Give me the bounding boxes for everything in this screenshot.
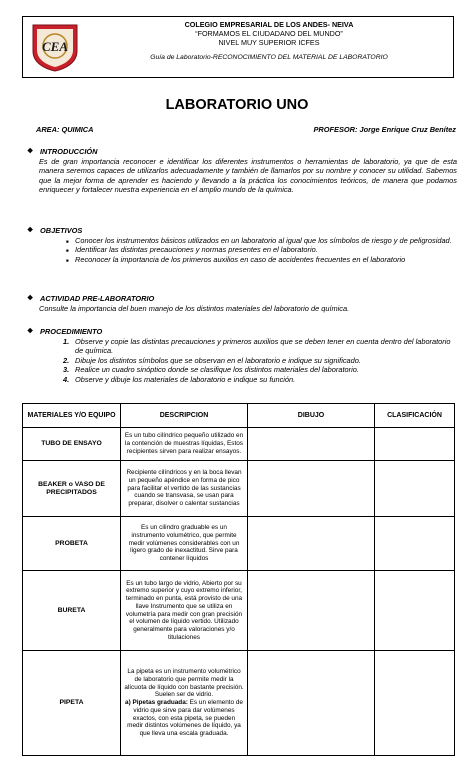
section-heading: ACTIVIDAD PRE-LABORATORIO [40,294,155,303]
material-description: La pipeta es un instrumento volumétrico de laboratorio que permite medir la alícuota de líquido con bastante precisión. Suelen ser de vidrio. a) Pipetas graduada: Es un elemento de vidrio que sirve para dar volúmenes exactos, con esta pipeta, se pueden medir distintos volúmenes de líquido, ya que lleva una escala graduada. [121,651,248,756]
classification-cell[interactable] [375,571,455,651]
material-description: Es un cilindro graduable es un instrumento volumétrico, que permite medir volúmenes considerables con un ligero grado de inexactitud. Sirve para contener líquidos [121,517,248,571]
material-name: PIPETA [23,651,121,756]
column-header: DESCRIPCION [121,404,248,428]
guide-subtitle: Guía de Laboratorio-RECONOCIMIENTO DEL MATERIAL DE LABORATORIO [150,54,388,61]
section-objetivos [27,226,457,264]
section-heading: PROCEDIMIENTO [40,327,103,336]
diamond-bullet-icon: ❖ [27,295,34,302]
materials-table [22,403,455,756]
table-header-row [23,404,455,428]
school-motto: “FORMAMOS EL CIUDADANO DEL MUNDO” [195,29,343,38]
diamond-bullet-icon: ❖ [27,227,34,234]
table-row [23,517,455,571]
table-row [23,651,455,756]
table-row [23,571,455,651]
diamond-bullet-icon: ❖ [27,328,34,335]
drawing-cell[interactable] [248,517,375,571]
list-item: ■ Conocer los instrumentos básicos utilizados en un laboratorio al igual que los símbolos de riesgo y de peligrosidad. [75,236,457,246]
section-heading: OBJETIVOS [40,226,83,235]
drawing-cell[interactable] [248,461,375,517]
table-row [23,461,455,517]
section-heading: INTRODUCCIÓN [40,147,98,156]
list-item: 1. Observe y copie las distintas precauciones y primeros auxilios que se deben tener en cuenta dentro del laboratorio de química. [63,336,451,356]
material-description: Es un tubo cilíndrico pequeño utilizado en la contención de muestras líquidas, Estos recipientes sirven para realizar ensayos. [121,428,248,461]
material-description: Recipiente cilíndricos y en la boca llevan un pequeño apéndice en forma de pico para facilitar el vertido de las sustancias cuando se transvasa, se usan para preparar, disolver o calentar sustancias [121,461,248,517]
section-introduccion [27,147,457,195]
school-name: COLEGIO EMPRESARIAL DE LOS ANDES- NEIVA [184,20,354,29]
area-professor-row [36,125,456,134]
school-level: NIVEL MUY SUPERIOR ICFES [218,38,320,47]
school-logo [29,21,81,73]
svg-text:CEA: CEA [41,39,69,54]
classification-cell[interactable] [375,517,455,571]
material-name: PROBETA [23,517,121,571]
section-procedimiento [27,327,457,385]
actividad-text: Consulte la importancia del buen manejo de los distintos materiales del laboratorio de química. [39,303,350,313]
drawing-cell[interactable] [248,651,375,756]
document-header [22,16,454,78]
column-header: CLASIFICACIÓN [375,404,455,428]
drawing-cell[interactable] [248,428,375,461]
material-name: BEAKER o VASO DE PRECIPITADOS [23,461,121,517]
page-title: LABORATORIO UNO [165,97,309,113]
table-row [23,428,455,461]
drawing-cell[interactable] [248,571,375,651]
classification-cell[interactable] [375,428,455,461]
diamond-bullet-icon: ❖ [27,148,34,155]
material-name: TUBO DE ENSAYO [23,428,121,461]
classification-cell[interactable] [375,461,455,517]
list-item: ■ Reconocer la importancia de los primeros auxilios en caso de accidentes frecuentes en el laboratorio [75,255,457,265]
list-item: 3. Realice un cuadro sinóptico donde se clasifique los distintos materiales del laboratorio. [63,365,359,375]
pipette-subtype-label: a) Pipetas graduada: [125,699,188,707]
material-description: Es un tubo largo de vidrio, Abierto por su extremo superior y cuyo extremo inferior, terminado en punta, está provisto de una llave Instrumento que se utiliza en volumetría para medir con gran precisión el volumen de líquido vertido. Utilizado generalmente para valoraciones y/o titulaciones [121,571,248,651]
section-actividad [27,294,457,313]
column-header: DIBUJO [248,404,375,428]
list-item: ■ Identificar las distintas precauciones y normas presentes en el laboratorio. [75,245,457,255]
list-item: 4. Observe y dibuje los materiales de laboratorio e indique su función. [63,374,296,384]
area-label: AREA: QUIMICA [36,125,94,134]
material-name: BURETA [23,571,121,651]
column-header: MATERIALES Y/O EQUIPO [23,404,121,428]
classification-cell[interactable] [375,651,455,756]
professor-label: PROFESOR: Jorge Enrique Cruz Benítez [313,125,456,134]
list-item: 2. Dibuje los distintos símbolos que se observan en el laboratorio e indique su significado. [63,355,361,365]
introduccion-text: Es de gran importancia reconocer e identificar los diferentes instrumentos o herramientas de laboratorio, ya que de esta manera seremos capaces de utilizarlos adecuadamente y también de llamarlos por su nombre y conocer su utilidad. Sabemos que la mejor forma de aprender es haciendo y llevando a la práctica los conocimientos teóricos, de manera que podamos enriquecer y fortalecer nuestra experiencia en el amplio mundo de la química. [39,156,457,195]
